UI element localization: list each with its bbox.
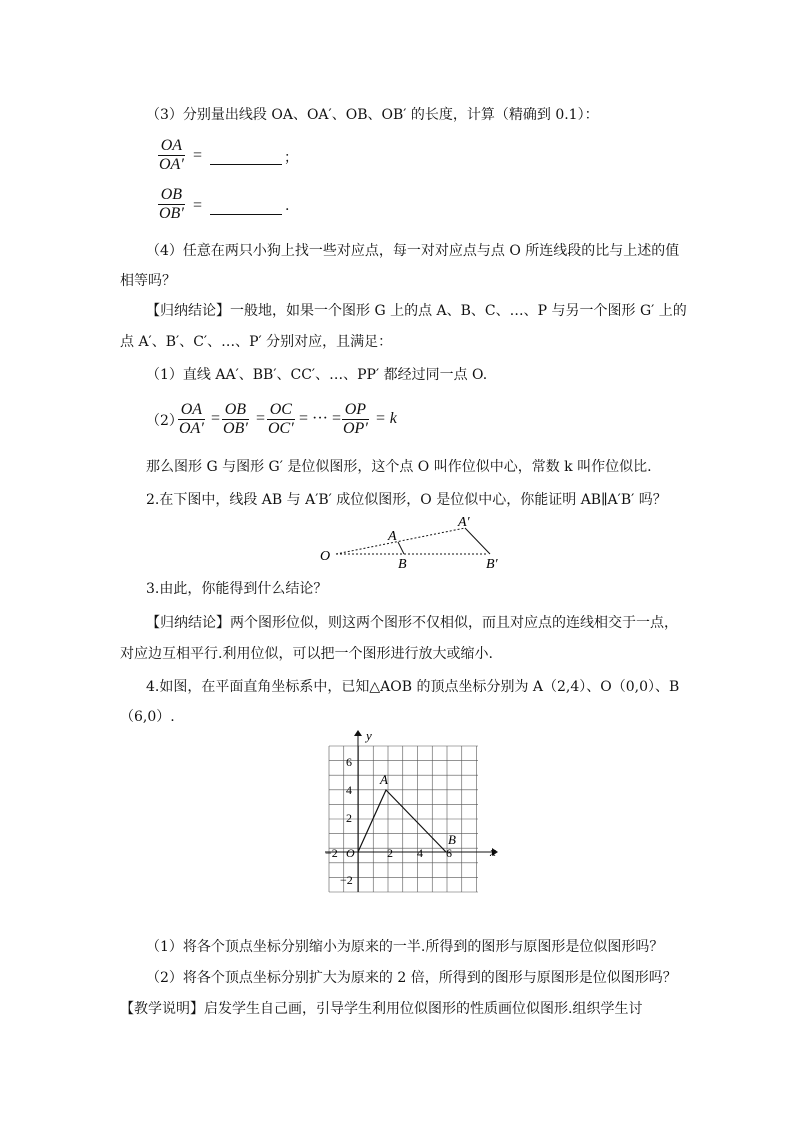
- frac-num: OB: [222, 401, 249, 420]
- segment-ab: [398, 542, 404, 554]
- frac-num: OP: [342, 401, 369, 420]
- frac-num: OB: [158, 186, 185, 205]
- period: .: [285, 198, 290, 214]
- equals-ellipsis: = ··· =: [299, 410, 342, 427]
- equals-sign: =: [256, 410, 266, 427]
- frac-den: OP′: [343, 420, 368, 437]
- answer-blank-2: [210, 214, 282, 215]
- frac-den: OA′: [159, 156, 184, 173]
- q4-line1: （4）任意在两只小狗上找一些对应点，每一对对应点与点 O 所连线段的比与上述的值: [146, 243, 680, 259]
- fraction-op: [340, 401, 371, 438]
- frac-den: OA′: [179, 420, 204, 437]
- q4b-line2: （6,0）.: [120, 709, 175, 725]
- ratio-k: = k: [375, 410, 397, 427]
- fraction-oa: [176, 401, 207, 438]
- label-a-prime: A′: [458, 515, 470, 530]
- q2-text: 2.在下图中，线段 AB 与 A′B′ 成位似图形，O 是位似中心，你能证明 AB∥A′B′ 吗？: [146, 492, 667, 508]
- y-tick-2: 2: [346, 811, 352, 825]
- answer-blank-1: [210, 164, 282, 165]
- q3-text: （3）分别量出线段 OA、OA′、OB、OB′ 的长度，计算（精确到 0.1）：: [146, 107, 599, 123]
- coordinate-grid-figure: [320, 728, 500, 898]
- similar-segments-figure: [310, 510, 520, 572]
- frac-den: OB′: [223, 420, 248, 437]
- frac-num: OC: [267, 401, 295, 420]
- segment-a2b2: [465, 528, 490, 554]
- label-a: A: [388, 529, 397, 544]
- y-tick-6: 6: [346, 755, 352, 769]
- fraction-oc: [265, 401, 297, 438]
- conclusion1-item1: （1）直线 AA′、BB′、CC′、…、PP′ 都经过同一点 O.: [146, 367, 488, 383]
- fraction-oa-oa2: [156, 137, 187, 174]
- q4b-line1: 4.如图，在平面直角坐标系中，已知△AOB 的顶点坐标分别为 A（2,4）、O（0,0）、B: [146, 679, 680, 695]
- q3b-text: 3.由此，你能得到什么结论？: [146, 581, 328, 597]
- label-b: B: [398, 557, 407, 572]
- equals-sign: =: [211, 410, 221, 427]
- point-a-label: A: [380, 772, 388, 787]
- x-tick-4: 4: [417, 846, 423, 860]
- y-tick-neg2: −2: [340, 873, 353, 887]
- conclusion1-end: 那么图形 G 与图形 G′ 是位似图形，这个点 O 叫作位似中心，常数 k 叫作位似比.: [146, 459, 652, 475]
- x-tick-2: 2: [387, 846, 393, 860]
- conclusion2-line2: 对应边互相平行.利用位似，可以把一个图形进行放大或缩小.: [120, 646, 493, 662]
- frac-den: OC′: [268, 420, 294, 437]
- x-tick-6: 6: [446, 846, 452, 860]
- label-o: O: [320, 549, 331, 564]
- equals-sign: =: [193, 147, 203, 164]
- conclusion1-line2: 点 A′、B′、C′、…、P′ 分别对应，且满足：: [120, 334, 393, 350]
- dotted-ray-oa: [336, 528, 465, 554]
- x-tick-neg2: −2: [325, 846, 338, 860]
- teaching-note: 【教学说明】启发学生自己画，引导学生利用位似图形的性质画位似图形.组织学生讨: [120, 1001, 643, 1017]
- frac-num: OA: [158, 137, 185, 156]
- frac-num: OA: [178, 401, 205, 420]
- equals-sign: =: [193, 197, 203, 214]
- item2-prefix: （2）: [146, 413, 183, 429]
- origin-label: O: [346, 846, 355, 860]
- y-axis-arrow: [354, 730, 362, 736]
- conclusion2-line1: 【归纳结论】两个图形位似，则这两个图形不仅相似，而且对应点的连线相交于一点，: [146, 615, 678, 631]
- sub2-text: （2）将各个顶点坐标分别扩大为原来的 2 倍，所得到的图形与原图形是位似图形吗？: [146, 970, 677, 986]
- y-tick-4: 4: [346, 783, 352, 797]
- label-b-prime: B′: [486, 557, 498, 572]
- triangle-aob: [358, 790, 446, 852]
- conclusion1-line1: 【归纳结论】一般地，如果一个图形 G 上的点 A、B、C、…、P 与另一个图形 G′ 上的: [146, 303, 687, 319]
- frac-den: OB′: [159, 205, 184, 222]
- q4-line2: 相等吗？: [120, 273, 176, 289]
- sub1-text: （1）将各个顶点坐标分别缩小为原来的一半.所得到的图形与原图形是位似图形吗？: [146, 939, 664, 955]
- semicolon: ；: [284, 150, 298, 166]
- point-b-label: B: [448, 832, 456, 847]
- x-axis-label: x: [490, 844, 496, 859]
- y-axis-label: y: [366, 728, 372, 743]
- fraction-ob-ob2: [156, 186, 187, 223]
- fraction-ob: [220, 401, 251, 438]
